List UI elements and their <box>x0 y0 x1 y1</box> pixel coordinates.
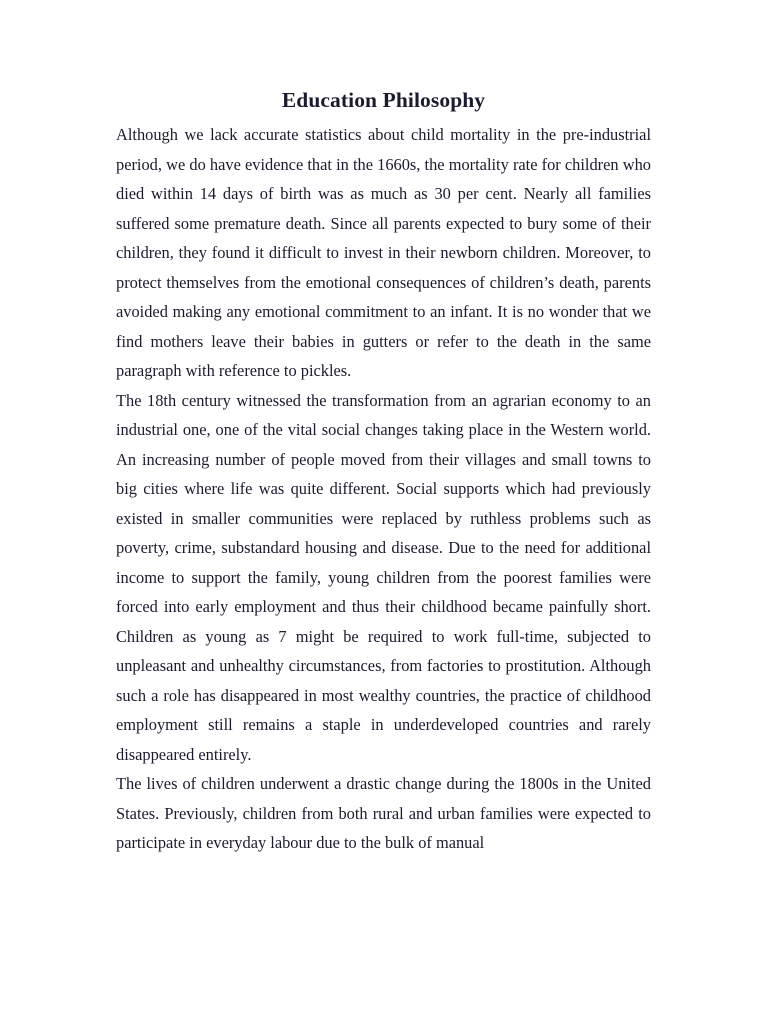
paragraph-3: The lives of children underwent a drastic change during the 1800s in the United States. Previously, children from both rural and urban families were expected to participate in everyday labour due to the bulk of manual <box>116 774 651 852</box>
paragraph-1: Although we lack accurate statistics about child mortality in the pre-industrial period, we do have evidence that in the 1660s, the mortality rate for children who died within 14 days of birth was as much as 30 per cent. Nearly all families suffered some premature death. Since all parents expected to bury some of their children, they found it difficult to invest in their newborn children. Moreover, to protect themselves from the emotional consequences of children’s death, parents avoided making any emotional commitment to an infant. It is no wonder that we find mothers leave their babies in gutters or refer to the death in the same paragraph with reference to pickles. <box>116 125 651 380</box>
document-title: Education Philosophy <box>281 88 486 112</box>
document-page <box>116 84 651 858</box>
paragraph-2: The 18th century witnessed the transformation from an agrarian economy to an industrial one, one of the vital social changes taking place in the Western world. An increasing number of people moved from their villages and small towns to big cities where life was quite different. Social supports which had previously existed in smaller communities were replaced by ruthless problems such as poverty, crime, substandard housing and disease. Due to the need for additional income to support the family, young children from the poorest families were forced into early employment and thus their childhood became painfully short. Children as young as 7 might be required to work full-time, subjected to unpleasant and unhealthy circumstances, from factories to prostitution. Although such a role has disappeared in most wealthy countries, the practice of childhood employment still remains a staple in underdeveloped countries and rarely disappeared entirely. <box>116 390 651 764</box>
